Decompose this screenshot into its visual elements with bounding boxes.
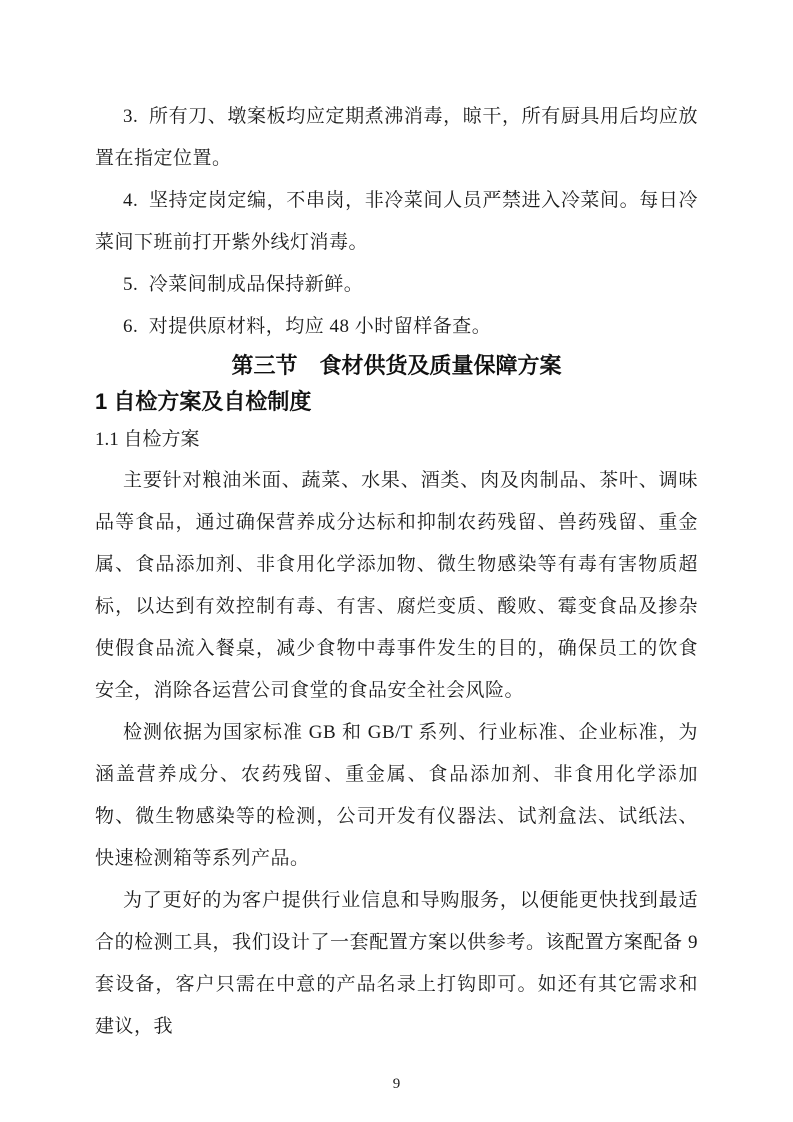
paragraph: 为了更好的为客户提供行业信息和导购服务，以便能更快找到最适合的检测工具，我们设计了一套配置方案以供参考。该配置方案配备 9 套设备，客户只需在中意的产品名录上打钩即可。如还有其它需求和建议，我 xyxy=(95,890,698,1037)
list-item: 5. 冷菜间制成品保持新鲜。 xyxy=(123,274,364,295)
section-heading: 第三节 食材供货及质量保障方案 xyxy=(231,353,562,378)
list-item: 6. 对提供原材料，均应 48 小时留样备查。 xyxy=(123,316,492,337)
sub-heading: 1 自检方案及自检制度 xyxy=(95,389,312,414)
page-number: 9 xyxy=(392,1076,401,1092)
paragraph: 检测依据为国家标准 GB 和 GB/T 系列、行业标准、企业标准，为涵盖营养成分、农药残留、重金属、食品添加剂、非食用化学添加物、微生物感染等的检测，公司开发有仪器法、试剂盒法、试纸法、快速检测箱等系列产品。 xyxy=(95,722,698,869)
list-item: 3. 所有刀、墩案板均应定期煮沸消毒，晾干，所有厨具用后均应放置在指定位置。 xyxy=(95,106,698,169)
subsub-heading: 1.1 自检方案 xyxy=(95,429,200,450)
list-item: 4. 坚持定岗定编，不串岗，非冷菜间人员严禁进入冷菜间。每日冷菜间下班前打开紫外线灯消毒。 xyxy=(95,190,698,253)
document-content xyxy=(95,96,698,1094)
paragraph: 主要针对粮油米面、蔬菜、水果、酒类、肉及肉制品、茶叶、调味品等食品，通过确保营养成分达标和抑制农药残留、兽药残留、重金属、食品添加剂、非食用化学添加物、微生物感染等有毒有害物质超标，以达到有效控制有毒、有害、腐烂变质、酸败、霉变食品及掺杂使假食品流入餐桌，减少食物中毒事件发生的目的，确保员工的饮食安全，消除各运营公司食堂的食品安全社会风险。 xyxy=(95,470,698,701)
